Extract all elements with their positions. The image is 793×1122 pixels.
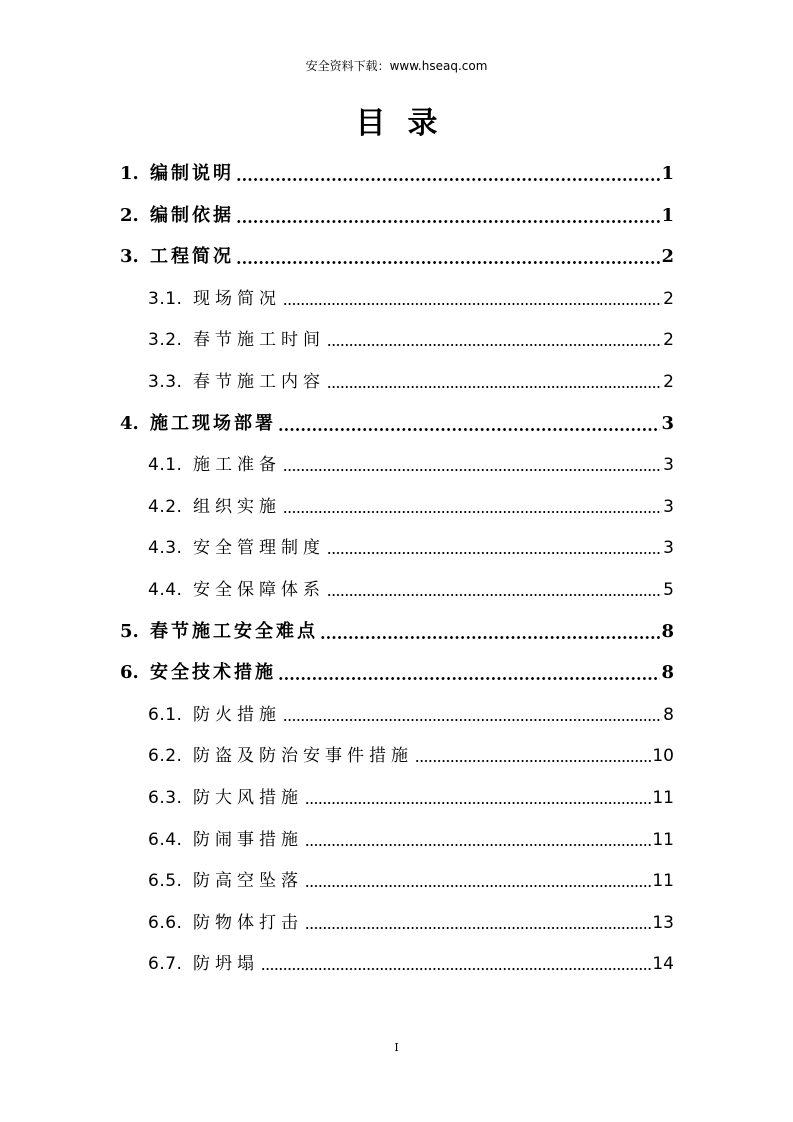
toc-entry[interactable] [148, 825, 674, 855]
toc-entry-number: 3. [120, 246, 139, 268]
toc-dot-leader [236, 201, 660, 231]
toc-entry[interactable] [148, 866, 674, 896]
toc-entry-title: 防高空坠落 [193, 871, 303, 892]
toc-entry-number: 6.5. [148, 871, 183, 892]
toc-entry-page: 11 [652, 829, 674, 850]
toc-dot-leader [305, 866, 651, 896]
toc-entry-title: 工程简况 [150, 246, 234, 268]
toc-entry-page: 10 [652, 746, 674, 767]
toc-dot-leader [283, 700, 662, 730]
toc-entry-number: 4. [120, 412, 139, 434]
toc-entry-page: 3 [663, 455, 674, 476]
toc-dot-leader [261, 949, 651, 979]
toc-dot-leader [327, 367, 662, 397]
toc-entry[interactable] [148, 741, 674, 771]
toc-entry-number: 6.1. [148, 704, 183, 725]
toc-dot-leader [278, 409, 660, 439]
toc-entry-number: 1. [120, 163, 139, 184]
toc-dot-leader [278, 658, 660, 688]
toc-entry-number: 5. [120, 620, 139, 642]
page-title: 目录 [355, 106, 460, 141]
toc-entry-number: 6. [120, 662, 139, 684]
toc-entry[interactable] [120, 658, 674, 688]
toc-dot-leader [305, 825, 651, 855]
toc-entry-title: 施工准备 [193, 455, 281, 476]
toc-entry[interactable] [120, 159, 674, 189]
toc-entry[interactable] [120, 409, 674, 439]
toc-entry-title: 安全管理制度 [193, 538, 325, 559]
toc-dot-leader [320, 617, 660, 647]
toc-entry-page: 13 [652, 912, 674, 933]
toc-entry-number: 4.2. [148, 496, 183, 517]
toc-entry-number: 4.3. [148, 538, 183, 559]
toc-dot-leader [327, 325, 662, 355]
toc-entry-number: 6.7. [148, 954, 183, 975]
toc-entry[interactable] [148, 450, 674, 480]
toc-entry-page: 8 [661, 662, 674, 684]
toc-dot-leader [305, 908, 651, 938]
toc-entry-title: 施工现场部署 [150, 412, 276, 434]
toc-entry-page: 2 [663, 372, 674, 392]
toc-entry-number: 6.3. [148, 788, 183, 808]
toc-entry-number: 3.3. [148, 372, 183, 392]
toc-entry-title: 编制依据 [150, 204, 234, 226]
toc-dot-leader [415, 741, 651, 771]
toc-entry-page: 8 [661, 620, 674, 642]
toc-entry-page: 3 [663, 496, 674, 517]
toc-entry[interactable] [148, 908, 674, 938]
toc-entry-number: 6.4. [148, 829, 183, 850]
toc-entry[interactable] [120, 242, 674, 272]
toc-dot-leader [283, 284, 662, 314]
toc-entry-number: 3.1. [148, 288, 183, 309]
toc-entry-number: 6.2. [148, 746, 183, 767]
toc-entry-number: 4.1. [148, 455, 183, 476]
toc-entry[interactable] [148, 325, 674, 355]
toc-dot-leader [327, 533, 662, 563]
toc-entry-title: 安全技术措施 [150, 662, 276, 684]
toc-entry[interactable] [148, 783, 674, 813]
toc-dot-leader [327, 575, 662, 605]
toc-entry[interactable] [120, 201, 674, 231]
toc-entry-page: 14 [652, 954, 674, 975]
toc-entry[interactable] [148, 575, 674, 605]
toc-entry-page: 3 [661, 412, 674, 434]
toc-entry-title: 春节施工内容 [193, 372, 325, 392]
toc-entry-page: 2 [663, 288, 674, 309]
toc-entry-title: 组织实施 [193, 496, 281, 517]
toc-entry-title: 春节施工时间 [193, 330, 325, 351]
toc-entry[interactable] [148, 284, 674, 314]
toc-dot-leader [236, 159, 660, 189]
toc-dot-leader [236, 242, 660, 272]
toc-entry[interactable] [148, 700, 674, 730]
toc-dot-leader [283, 492, 662, 522]
toc-entry-page: 1 [661, 163, 674, 184]
page-number: I [394, 1041, 399, 1054]
toc-dot-leader [305, 783, 651, 813]
toc-entry[interactable] [148, 492, 674, 522]
toc-entry-page: 2 [661, 246, 674, 268]
toc-entry-number: 4.4. [148, 580, 183, 600]
toc-entry-page: 5 [663, 580, 674, 600]
page-header: 安全资料下载：www.hseaq.com [305, 59, 488, 73]
toc-entry[interactable] [148, 533, 674, 563]
toc-entry-page: 11 [652, 871, 674, 892]
toc-entry-number: 6.6. [148, 912, 183, 933]
toc-entry-page: 1 [661, 204, 674, 226]
toc-entry-title: 春节施工安全难点 [150, 620, 318, 642]
toc-entry-title: 安全保障体系 [193, 580, 325, 600]
toc-entry-page: 2 [663, 330, 674, 351]
toc-entry[interactable] [148, 949, 674, 979]
toc-entry-title: 防物体打击 [193, 912, 303, 933]
toc-entry-title: 编制说明 [150, 163, 234, 184]
toc-dot-leader [283, 450, 662, 480]
toc-entry-title: 防火措施 [193, 704, 281, 725]
toc-entry-title: 防坍塌 [193, 954, 259, 975]
toc-entry-title: 现场简况 [193, 288, 281, 309]
toc-entry-page: 11 [652, 788, 674, 808]
toc-entry-page: 3 [663, 538, 674, 559]
toc-entry-title: 防盗及防治安事件措施 [193, 746, 413, 767]
toc-entry-page: 8 [663, 704, 674, 725]
toc-entry-number: 2. [120, 204, 139, 226]
toc-entry[interactable] [120, 617, 674, 647]
toc-entry-title: 防闹事措施 [193, 829, 303, 850]
toc-entry-title: 防大风措施 [193, 788, 303, 808]
toc-entry[interactable] [148, 367, 674, 397]
toc-entry-number: 3.2. [148, 330, 183, 351]
